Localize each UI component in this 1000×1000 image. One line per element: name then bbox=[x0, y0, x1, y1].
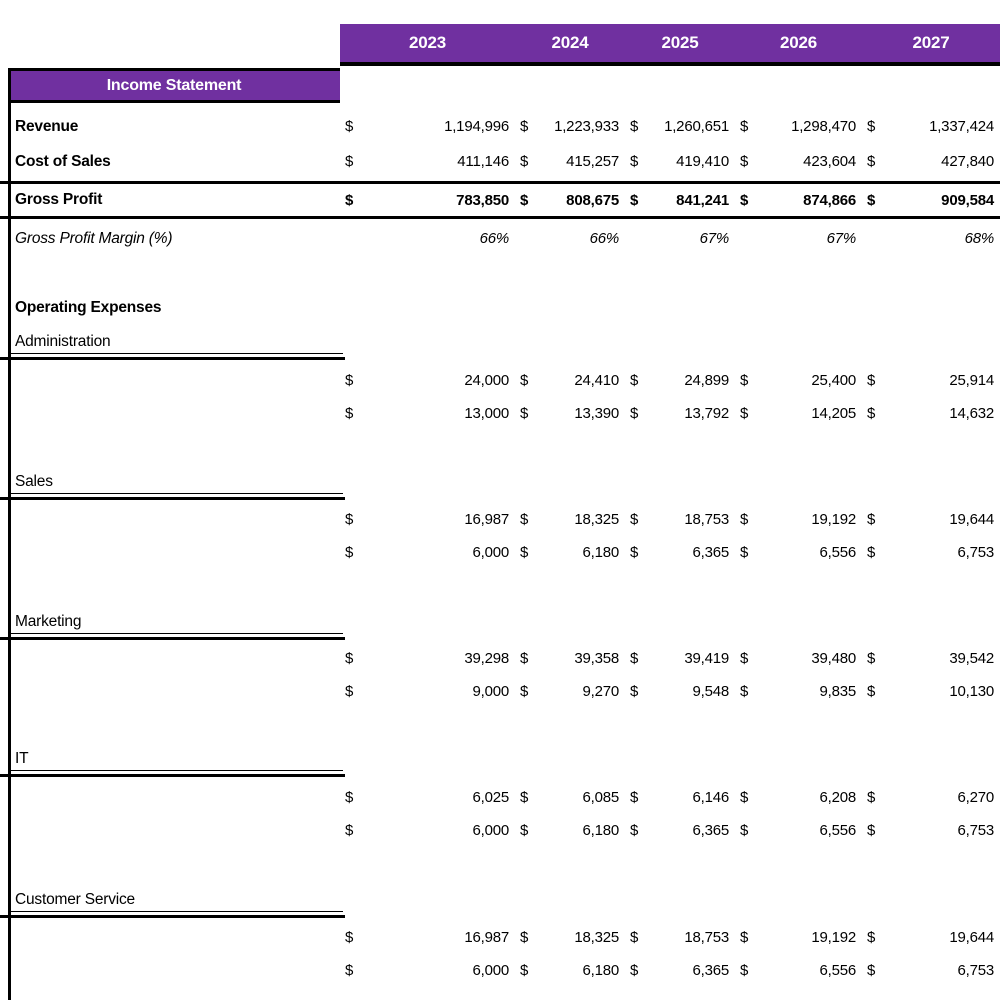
money-cell bbox=[340, 683, 515, 700]
currency-symbol: $ bbox=[520, 511, 529, 528]
percent-cell bbox=[625, 230, 735, 247]
section-header-marketing bbox=[0, 603, 1000, 640]
money-cell bbox=[862, 118, 1000, 135]
money-cell bbox=[862, 683, 1000, 700]
cell-value: 6,556 bbox=[819, 962, 856, 979]
cell-value: 909,584 bbox=[941, 191, 994, 209]
currency-symbol: $ bbox=[520, 118, 529, 135]
year-header-2027: 2027 bbox=[912, 33, 950, 52]
percent-cell bbox=[862, 230, 1000, 247]
money-cell bbox=[735, 511, 862, 528]
year-header-2024: 2024 bbox=[551, 33, 589, 52]
section-header-sales bbox=[0, 463, 1000, 500]
currency-symbol: $ bbox=[520, 789, 529, 806]
cell-value: 6,000 bbox=[472, 962, 509, 979]
row-label: Cost of Sales bbox=[15, 152, 111, 170]
money-cell bbox=[625, 822, 735, 839]
cell-value: 1,298,470 bbox=[791, 118, 856, 135]
cell-value: 808,675 bbox=[566, 191, 619, 209]
money-cell bbox=[340, 511, 515, 528]
section-label: Customer Service bbox=[8, 891, 343, 912]
cell-value: 10,130 bbox=[949, 683, 994, 700]
row-label: Gross Profit bbox=[15, 191, 103, 208]
currency-symbol: $ bbox=[867, 511, 876, 528]
money-cell bbox=[625, 929, 735, 946]
money-cell bbox=[515, 789, 625, 806]
cell-value: 6,753 bbox=[957, 822, 994, 839]
expense-row bbox=[0, 675, 1000, 708]
cell-value: 66% bbox=[589, 230, 619, 247]
money-cell bbox=[735, 372, 862, 389]
cell-value: 1,260,651 bbox=[664, 118, 729, 135]
cell-value: 6,000 bbox=[472, 822, 509, 839]
cell-value: 6,753 bbox=[957, 962, 994, 979]
currency-symbol: $ bbox=[520, 962, 529, 979]
currency-symbol: $ bbox=[740, 511, 749, 528]
section-header-it bbox=[0, 740, 1000, 777]
currency-symbol: $ bbox=[520, 191, 529, 209]
cell-value: 66% bbox=[479, 230, 509, 247]
row-gross-profit bbox=[0, 181, 1000, 219]
row-revenue bbox=[0, 110, 1000, 143]
currency-symbol: $ bbox=[867, 153, 876, 170]
money-cell bbox=[340, 372, 515, 389]
cell-value: 24,000 bbox=[464, 372, 509, 389]
section-title: Operating Expenses bbox=[15, 298, 162, 316]
money-cell bbox=[515, 153, 625, 170]
money-cell bbox=[735, 192, 862, 209]
cell-value: 427,840 bbox=[941, 153, 994, 170]
currency-symbol: $ bbox=[345, 544, 354, 561]
cell-value: 6,146 bbox=[692, 789, 729, 806]
money-cell bbox=[515, 650, 625, 667]
section-underline bbox=[0, 740, 345, 777]
cell-value: 14,205 bbox=[811, 405, 856, 422]
currency-symbol: $ bbox=[630, 511, 639, 528]
money-cell bbox=[625, 153, 735, 170]
currency-symbol: $ bbox=[867, 405, 876, 422]
currency-symbol: $ bbox=[345, 822, 354, 839]
row-operating-expenses-heading bbox=[0, 291, 1000, 324]
money-cell bbox=[625, 372, 735, 389]
cell-value: 16,987 bbox=[464, 929, 509, 946]
currency-symbol: $ bbox=[520, 822, 529, 839]
money-cell bbox=[625, 192, 735, 209]
cell-value: 6,000 bbox=[472, 544, 509, 561]
money-cell bbox=[862, 192, 1000, 209]
currency-symbol: $ bbox=[630, 153, 639, 170]
currency-symbol: $ bbox=[345, 650, 354, 667]
year-header-2026: 2026 bbox=[779, 33, 818, 52]
cell-value: 13,000 bbox=[464, 405, 509, 422]
cell-value: 6,180 bbox=[582, 544, 619, 561]
expense-row bbox=[0, 397, 1000, 430]
percent-cell bbox=[515, 230, 625, 247]
currency-symbol: $ bbox=[345, 118, 354, 135]
currency-symbol: $ bbox=[520, 372, 529, 389]
money-cell bbox=[862, 544, 1000, 561]
cell-value: 67% bbox=[826, 230, 856, 247]
year-header-bar bbox=[340, 24, 1000, 66]
section-label: Sales bbox=[8, 473, 343, 494]
currency-symbol: $ bbox=[520, 405, 529, 422]
money-cell bbox=[862, 789, 1000, 806]
currency-symbol: $ bbox=[520, 650, 529, 667]
currency-symbol: $ bbox=[345, 683, 354, 700]
section-label: Marketing bbox=[8, 613, 343, 634]
cell-value: 874,866 bbox=[803, 191, 856, 209]
money-cell bbox=[340, 153, 515, 170]
cell-value: 13,390 bbox=[574, 405, 619, 422]
row-label: Revenue bbox=[15, 117, 79, 135]
money-cell bbox=[735, 650, 862, 667]
currency-symbol: $ bbox=[740, 683, 749, 700]
currency-symbol: $ bbox=[740, 962, 749, 979]
cell-value: 6,556 bbox=[819, 544, 856, 561]
money-cell bbox=[515, 405, 625, 422]
money-cell bbox=[735, 405, 862, 422]
currency-symbol: $ bbox=[630, 929, 639, 946]
currency-symbol: $ bbox=[520, 683, 529, 700]
cell-value: 423,604 bbox=[803, 153, 856, 170]
money-cell bbox=[735, 118, 862, 135]
currency-symbol: $ bbox=[520, 153, 529, 170]
money-cell bbox=[625, 683, 735, 700]
cell-value: 841,241 bbox=[676, 191, 729, 209]
section-underline bbox=[0, 323, 345, 360]
cell-value: 67% bbox=[699, 230, 729, 247]
cell-value: 24,410 bbox=[574, 372, 619, 389]
cell-value: 39,542 bbox=[949, 650, 994, 667]
currency-symbol: $ bbox=[630, 544, 639, 561]
cell-value: 18,325 bbox=[574, 511, 619, 528]
currency-symbol: $ bbox=[867, 118, 876, 135]
cell-value: 6,270 bbox=[957, 789, 994, 806]
cell-value: 18,753 bbox=[684, 511, 729, 528]
section-underline bbox=[0, 881, 345, 918]
cell-value: 9,548 bbox=[692, 683, 729, 700]
cell-value: 19,644 bbox=[949, 929, 994, 946]
money-cell bbox=[625, 511, 735, 528]
sheet-title: Income Statement bbox=[8, 68, 340, 103]
money-cell bbox=[340, 789, 515, 806]
currency-symbol: $ bbox=[345, 191, 354, 209]
currency-symbol: $ bbox=[630, 962, 639, 979]
money-cell bbox=[862, 929, 1000, 946]
cell-value: 39,298 bbox=[464, 650, 509, 667]
money-cell bbox=[340, 650, 515, 667]
cell-value: 1,223,933 bbox=[554, 118, 619, 135]
currency-symbol: $ bbox=[740, 153, 749, 170]
cell-value: 6,556 bbox=[819, 822, 856, 839]
cell-value: 6,180 bbox=[582, 962, 619, 979]
cell-value: 13,792 bbox=[684, 405, 729, 422]
currency-symbol: $ bbox=[867, 929, 876, 946]
currency-symbol: $ bbox=[740, 929, 749, 946]
money-cell bbox=[515, 683, 625, 700]
money-cell bbox=[625, 544, 735, 561]
currency-symbol: $ bbox=[520, 929, 529, 946]
cell-value: 25,400 bbox=[811, 372, 856, 389]
expense-row bbox=[0, 954, 1000, 987]
money-cell bbox=[735, 929, 862, 946]
money-cell bbox=[625, 405, 735, 422]
expense-row bbox=[0, 814, 1000, 847]
currency-symbol: $ bbox=[630, 191, 639, 209]
cell-value: 9,835 bbox=[819, 683, 856, 700]
currency-symbol: $ bbox=[867, 683, 876, 700]
row-gross-profit-margin bbox=[0, 222, 1000, 255]
money-cell bbox=[625, 962, 735, 979]
cell-value: 1,194,996 bbox=[444, 118, 509, 135]
cell-value: 6,365 bbox=[692, 962, 729, 979]
money-cell bbox=[862, 372, 1000, 389]
currency-symbol: $ bbox=[740, 822, 749, 839]
cell-value: 6,208 bbox=[819, 789, 856, 806]
currency-symbol: $ bbox=[630, 822, 639, 839]
cell-value: 1,337,424 bbox=[929, 118, 994, 135]
cell-value: 39,419 bbox=[684, 650, 729, 667]
cell-value: 19,192 bbox=[811, 929, 856, 946]
money-cell bbox=[515, 929, 625, 946]
section-underline bbox=[0, 603, 345, 640]
currency-symbol: $ bbox=[520, 544, 529, 561]
section-label: IT bbox=[8, 750, 343, 771]
money-cell bbox=[515, 118, 625, 135]
section-underline bbox=[0, 463, 345, 500]
money-cell bbox=[515, 962, 625, 979]
expense-row bbox=[0, 364, 1000, 397]
currency-symbol: $ bbox=[867, 650, 876, 667]
currency-symbol: $ bbox=[740, 789, 749, 806]
currency-symbol: $ bbox=[345, 789, 354, 806]
money-cell bbox=[862, 650, 1000, 667]
currency-symbol: $ bbox=[345, 405, 354, 422]
money-cell bbox=[735, 789, 862, 806]
currency-symbol: $ bbox=[630, 118, 639, 135]
expense-row bbox=[0, 781, 1000, 814]
money-cell bbox=[340, 962, 515, 979]
money-cell bbox=[340, 192, 515, 209]
money-cell bbox=[340, 118, 515, 135]
section-label: Administration bbox=[8, 333, 343, 354]
currency-symbol: $ bbox=[345, 511, 354, 528]
expense-row bbox=[0, 642, 1000, 675]
currency-symbol: $ bbox=[630, 650, 639, 667]
cell-value: 68% bbox=[964, 230, 994, 247]
expense-row bbox=[0, 503, 1000, 536]
cell-value: 19,644 bbox=[949, 511, 994, 528]
currency-symbol: $ bbox=[630, 789, 639, 806]
money-cell bbox=[862, 822, 1000, 839]
expense-row bbox=[0, 921, 1000, 954]
cell-value: 6,025 bbox=[472, 789, 509, 806]
cell-value: 18,753 bbox=[684, 929, 729, 946]
currency-symbol: $ bbox=[867, 962, 876, 979]
currency-symbol: $ bbox=[740, 191, 749, 209]
money-cell bbox=[625, 789, 735, 806]
money-cell bbox=[735, 822, 862, 839]
currency-symbol: $ bbox=[867, 789, 876, 806]
currency-symbol: $ bbox=[630, 405, 639, 422]
cell-value: 19,192 bbox=[811, 511, 856, 528]
money-cell bbox=[862, 405, 1000, 422]
cell-value: 6,365 bbox=[692, 544, 729, 561]
section-header-customer-service bbox=[0, 881, 1000, 918]
cell-value: 415,257 bbox=[566, 153, 619, 170]
money-cell bbox=[340, 544, 515, 561]
cell-value: 14,632 bbox=[949, 405, 994, 422]
money-cell bbox=[735, 683, 862, 700]
expense-row bbox=[0, 536, 1000, 569]
cell-value: 6,753 bbox=[957, 544, 994, 561]
cell-value: 16,987 bbox=[464, 511, 509, 528]
money-cell bbox=[340, 929, 515, 946]
cell-value: 39,480 bbox=[811, 650, 856, 667]
cell-value: 411,146 bbox=[457, 153, 509, 170]
currency-symbol: $ bbox=[630, 372, 639, 389]
money-cell bbox=[515, 511, 625, 528]
year-header-2025: 2025 bbox=[661, 33, 699, 52]
row-label: Gross Profit Margin (%) bbox=[15, 229, 173, 247]
cell-value: 24,899 bbox=[684, 372, 729, 389]
money-cell bbox=[735, 153, 862, 170]
cell-value: 39,358 bbox=[574, 650, 619, 667]
cell-value: 6,180 bbox=[582, 822, 619, 839]
currency-symbol: $ bbox=[740, 405, 749, 422]
cell-value: 783,850 bbox=[456, 191, 509, 209]
currency-symbol: $ bbox=[867, 191, 876, 209]
cell-value: 419,410 bbox=[676, 153, 729, 170]
currency-symbol: $ bbox=[740, 544, 749, 561]
money-cell bbox=[340, 822, 515, 839]
currency-symbol: $ bbox=[867, 822, 876, 839]
currency-symbol: $ bbox=[345, 929, 354, 946]
currency-symbol: $ bbox=[345, 372, 354, 389]
cell-value: 18,325 bbox=[574, 929, 619, 946]
money-cell bbox=[515, 822, 625, 839]
currency-symbol: $ bbox=[345, 153, 354, 170]
money-cell bbox=[735, 962, 862, 979]
cell-value: 9,270 bbox=[582, 683, 619, 700]
currency-symbol: $ bbox=[740, 118, 749, 135]
cell-value: 9,000 bbox=[472, 683, 509, 700]
currency-symbol: $ bbox=[345, 962, 354, 979]
currency-symbol: $ bbox=[740, 650, 749, 667]
money-cell bbox=[515, 192, 625, 209]
money-cell bbox=[862, 511, 1000, 528]
currency-symbol: $ bbox=[867, 544, 876, 561]
percent-cell bbox=[340, 230, 515, 247]
year-header-2023: 2023 bbox=[408, 33, 447, 52]
cell-value: 6,365 bbox=[692, 822, 729, 839]
section-header-administration bbox=[0, 323, 1000, 360]
currency-symbol: $ bbox=[867, 372, 876, 389]
percent-cell bbox=[735, 230, 862, 247]
currency-symbol: $ bbox=[630, 683, 639, 700]
money-cell bbox=[515, 544, 625, 561]
row-cost-of-sales bbox=[0, 145, 1000, 178]
money-cell bbox=[862, 962, 1000, 979]
money-cell bbox=[340, 405, 515, 422]
currency-symbol: $ bbox=[740, 372, 749, 389]
cell-value: 25,914 bbox=[949, 372, 994, 389]
cell-value: 6,085 bbox=[582, 789, 619, 806]
money-cell bbox=[515, 372, 625, 389]
money-cell bbox=[862, 153, 1000, 170]
money-cell bbox=[625, 650, 735, 667]
money-cell bbox=[735, 544, 862, 561]
money-cell bbox=[625, 118, 735, 135]
